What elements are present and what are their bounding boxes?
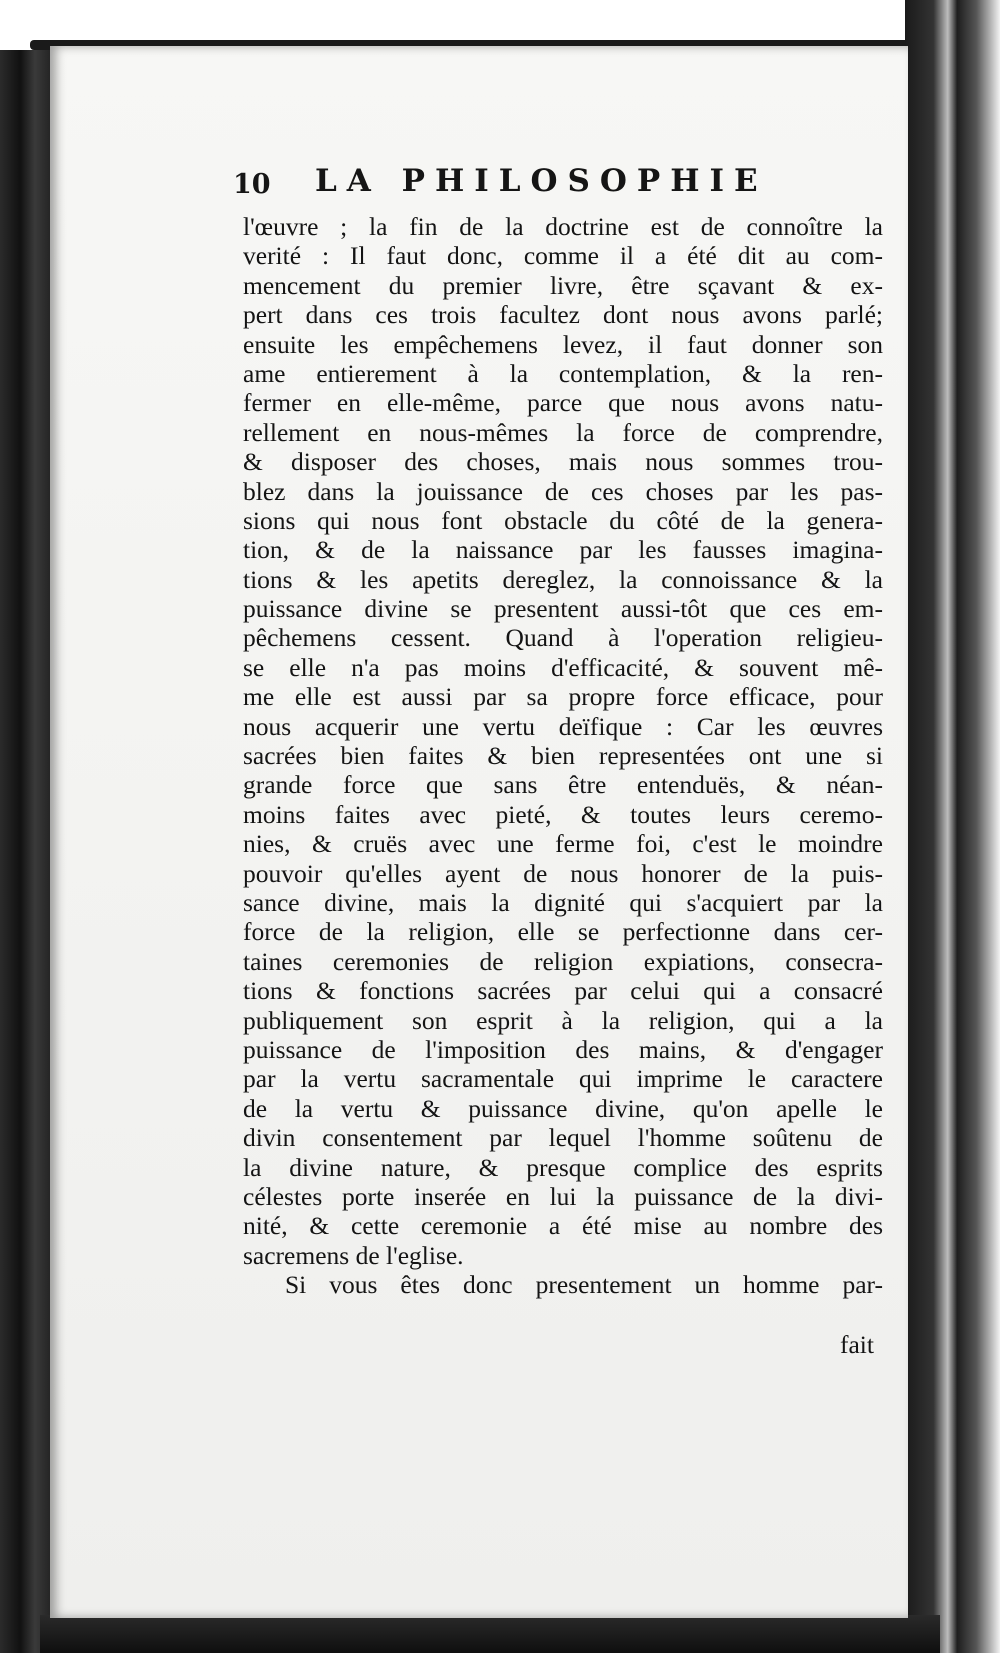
text-line: blez dans la jouissance de ces choses par les pas- xyxy=(243,476,883,506)
text-line: verité : Il faut donc, comme il a été dit au com- xyxy=(243,241,883,271)
text-line: sance divine, mais la dignité qui s'acquiert par la xyxy=(243,887,883,917)
text-line: puissance de l'imposition des mains, & d'engager xyxy=(243,1034,883,1064)
text-line: de la vertu & puissance divine, qu'on apelle le xyxy=(243,1093,883,1123)
catchword: fait xyxy=(840,1330,874,1359)
text-line: se elle n'a pas moins d'efficacité, & souvent mê- xyxy=(243,652,883,682)
text-line: sacrées bien faites & bien representées ont une si xyxy=(243,741,883,771)
text-line: taines ceremonies de religion expiations, consecra- xyxy=(243,946,883,976)
text-line: moins faites avec pieté, & toutes leurs ceremo- xyxy=(243,799,883,829)
text-line: pert dans ces trois facultez dont nous avons parlé; xyxy=(243,300,883,330)
text-line: tions & les apetits dereglez, la connoissance & la xyxy=(243,564,883,594)
text-line: ame entierement à la contemplation, & la ren- xyxy=(243,358,883,388)
text-line: pêchemens cessent. Quand à l'operation religieu- xyxy=(243,623,883,653)
text-line: mencement du premier livre, être sçavant & ex- xyxy=(243,270,883,300)
page-edge-bottom xyxy=(40,1615,940,1653)
text-line: la divine nature, & presque complice des esprits xyxy=(243,1152,883,1182)
page-edge-right xyxy=(905,0,1000,1653)
page-number: 10 xyxy=(233,169,271,200)
text-line: nies, & cruës avec une ferme foi, c'est le moindre xyxy=(243,829,883,859)
text-line: par la vertu sacramentale qui imprime le caractere xyxy=(243,1064,883,1094)
text-line: rellement en nous-mêmes la force de comprendre, xyxy=(243,417,883,447)
text-line: sacremens de l'eglise. xyxy=(243,1240,464,1270)
text-line: tions & fonctions sacrées par celui qui a consacré xyxy=(243,976,883,1006)
text-line: publiquement son esprit à la religion, qui a la xyxy=(243,1005,883,1035)
body-text xyxy=(243,212,883,1299)
text-line: divin consentement par lequel l'homme soûtenu de xyxy=(243,1123,883,1153)
text-line: ensuite les empêchemens levez, il faut donner son xyxy=(243,329,883,359)
text-line: nous acquerir une vertu deïfique : Car les œuvres xyxy=(243,711,883,741)
text-line: me elle est aussi par sa propre force efficace, pour xyxy=(243,682,883,712)
text-line: nité, & cette ceremonie a été mise au nombre des xyxy=(243,1211,883,1241)
text-line: grande force que sans être entenduës, & néan- xyxy=(243,770,883,800)
running-title: LA PHILOSOPHIE xyxy=(315,163,768,199)
text-line: fermer en elle-même, parce que nous avons natu- xyxy=(243,388,883,418)
page-header xyxy=(233,163,793,207)
paragraph-start-line: Si vous êtes donc presentement un homme par- xyxy=(285,1270,883,1300)
text-line: puissance divine se presentent aussi-tôt que ces em- xyxy=(243,594,883,624)
text-line: célestes porte inserée en lui la puissance de la divi- xyxy=(243,1181,883,1211)
text-line: pouvoir qu'elles ayent de nous honorer de la puis- xyxy=(243,858,883,888)
text-line: & disposer des choses, mais nous sommes trou- xyxy=(243,447,883,477)
text-line: l'œuvre ; la fin de la doctrine est de connoître la xyxy=(243,212,883,241)
text-line: sions qui nous font obstacle du côté de la genera- xyxy=(243,505,883,535)
text-line: tion, & de la naissance par les fausses imagina- xyxy=(243,535,883,565)
text-line: force de la religion, elle se perfectionne dans cer- xyxy=(243,917,883,947)
